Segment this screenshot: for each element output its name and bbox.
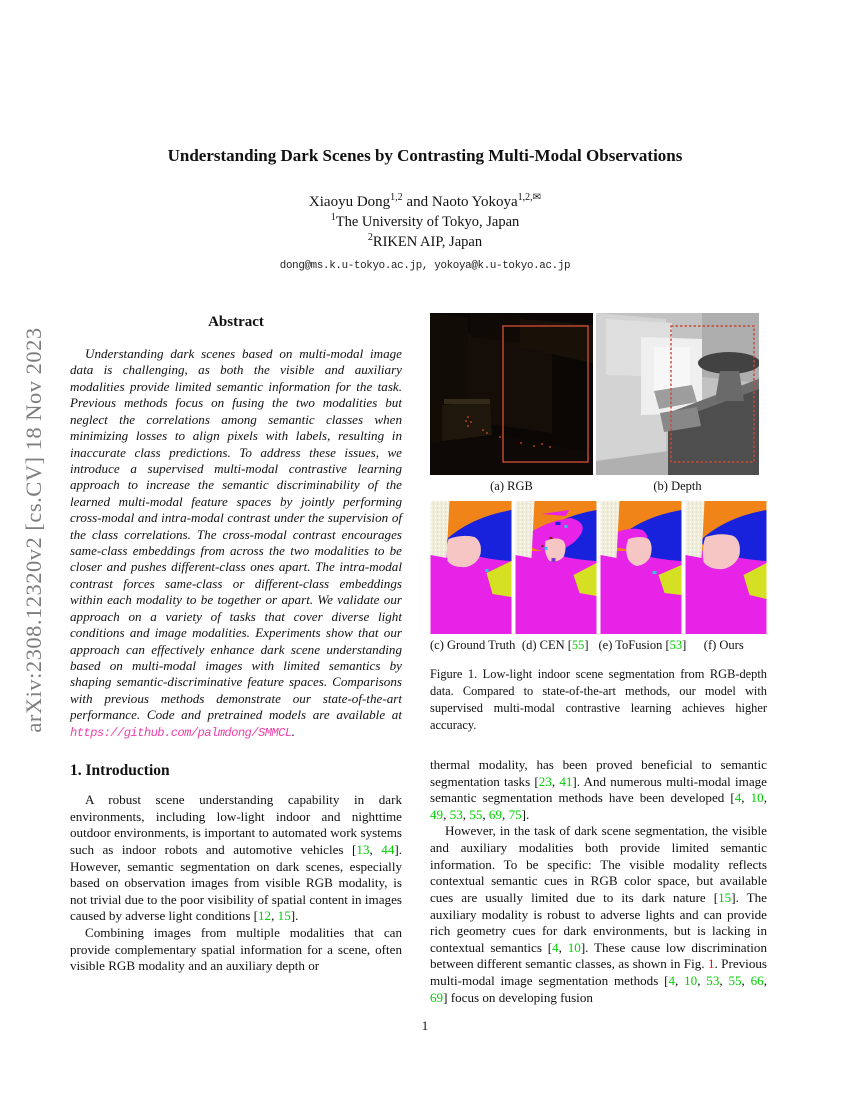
arxiv-banner: arXiv:2308.12320v2 [cs.CV] 18 Nov 2023 [21, 327, 46, 733]
text-segment: However, in the task of dark scene segmentation, the visible and auxiliary modalities both provide limited semantic information. To be specific: The visible modality reflects contextual semantic cues in RGB color space, but available cues are usually limited due to its dark nature [ [430, 823, 767, 905]
citation-link[interactable]: 4 [734, 790, 742, 806]
citation-link[interactable]: 66 [750, 973, 764, 989]
text-segment: ]. The auxiliary modality is robust to adverse lights and can provide rich geometry cues for dark environments, but is lacking in contextual semantics [ [430, 889, 767, 955]
text-segment: A robust scene understanding capability in dark environments, including low-light indoor and nighttime outdoor environments, is important to automated work systems such as indoor robots and automotive vehicles [ [70, 792, 402, 857]
citation-link[interactable]: 12 [258, 908, 272, 924]
emails-line: dong@ms.k.u-tokyo.ac.jp, yokoya@k.u-tokyo.ac.jp [279, 260, 571, 272]
text-segment: Xiaoyu Dong [308, 194, 391, 210]
figure-1-subcaptions-cdef [430, 638, 767, 653]
paper-header [0, 146, 850, 272]
text-segment: , [719, 973, 729, 989]
subcaption-c [430, 638, 516, 653]
text-segment: The University of Tokyo, Japan [335, 214, 520, 230]
citation-link[interactable]: 41 [559, 773, 573, 789]
citation-link[interactable]: 55 [571, 638, 585, 652]
citation-link[interactable]: 23 [538, 773, 552, 789]
text-segment: (e) ToFusion [ [598, 638, 670, 652]
section-heading-introduction: 1. Introduction [70, 762, 170, 780]
text-segment: 2 [367, 232, 373, 244]
right-column [430, 313, 767, 1006]
abstract-heading: Abstract [208, 314, 264, 330]
affiliation-2 [0, 234, 850, 251]
text-segment: (f) Ours [703, 638, 744, 652]
text-segment: thermal modality, has been proved beneficial to semantic segmentation tasks [ [430, 756, 767, 789]
citation-link[interactable]: 15 [718, 889, 732, 905]
right-paragraph-1 [430, 757, 767, 824]
left-column [70, 314, 402, 975]
page-number: 1 [421, 1018, 429, 1033]
text-segment: , [502, 806, 509, 822]
intro-paragraph-2 [70, 925, 402, 975]
text-segment: ]. [521, 806, 530, 822]
citation-link[interactable]: 53 [669, 638, 683, 652]
depth-image [596, 313, 759, 475]
citation-link[interactable]: 69 [430, 989, 444, 1005]
text-segment: 1,2 [390, 192, 403, 203]
segmentation-cen [515, 501, 597, 634]
text-segment: . Previous multi-modal image segmentation methods [ [430, 956, 768, 989]
citation-link[interactable]: 49 [430, 806, 444, 822]
rgb-image [430, 313, 593, 475]
segmentation-ours [685, 501, 767, 634]
citation-link[interactable]: 10 [750, 790, 764, 806]
text-segment: and Naoto Yokoya [402, 194, 518, 210]
text-segment: ]. However, semantic segmentation on dark scenes, especially based on observation images from visible RGB modality, is not trivial due to the poor visibility of spatial content in images caused by adverse light conditions [ [70, 841, 402, 924]
url-link[interactable]: https://github.com/palmdong/SMMCL [70, 725, 292, 740]
text-segment: , [763, 790, 767, 806]
citation-link[interactable]: 10 [567, 939, 581, 955]
subcaption-d [515, 638, 596, 653]
text-segment: ] focus on developing fusion [443, 989, 593, 1005]
subcaption-e [598, 638, 687, 653]
text-segment: , [551, 773, 560, 789]
text-segment: (d) CEN [ [521, 638, 572, 652]
text-segment: 1 [330, 212, 336, 224]
figure-1-subcaptions-ab [430, 479, 767, 494]
right-column-body [430, 757, 767, 1006]
text-segment: ]. And numerous multi-modal image semantic segmentation methods have been developed [ [430, 773, 767, 806]
text-segment: 1,2,✉ [517, 192, 542, 203]
text-segment: (c) Ground Truth [430, 638, 516, 652]
text-segment: , [558, 939, 568, 955]
affiliation-1 [0, 214, 850, 231]
citation-link[interactable]: 69 [488, 806, 503, 822]
text-segment: Understanding dark scenes based on multi-modal image data is challenging, as both the visible and auxiliary modalities provide limited semantic information for the task. Previous methods focus on fusing the two modalities but neglect the correlations among semantic classes when minimizing losses to align pixels with labels, resulting in inaccurate class predictions. To address these issues, we introduce a supervised multi-modal contrastive learning approach to increase the semantic discriminability of the learned multi-modal feature spaces by jointly performing cross-modal and intra-modal contrast under the supervision of the class correlations. The cross-modal contrast encourages same-class embeddings from across the two modalities to be closer and pushes different-class ones apart. The intra-modal contrast forces same-class or different-class embeddings within each modality to be together or apart. We validate our approach on a variety of tasks that cover diverse light conditions and image modalities. Experiments show that our approach can effectively enhance dark scene understanding based on multi-modal images with limited semantics by shaping semantic-discriminative feature spaces. Comparisons with previous methods demonstrate our state-of-the-art performance. Code and pretrained models are available at [70, 346, 402, 723]
figure-ref-link[interactable]: 1 [707, 956, 715, 972]
segmentation-tofusion [600, 501, 682, 634]
citation-link[interactable]: 75 [508, 806, 522, 822]
text-segment: , [462, 806, 470, 822]
citation-link[interactable]: 4 [552, 939, 559, 955]
text-segment: , [675, 973, 685, 989]
intro-paragraph-1 [70, 792, 402, 925]
text-segment: , [763, 973, 767, 989]
text-segment: , [697, 973, 707, 989]
text-segment: , [271, 908, 278, 924]
segmentation-ground-truth [430, 501, 512, 634]
citation-link[interactable]: 55 [469, 806, 483, 822]
text-segment: ]. These cause low discrimination between different semantic classes, as shown in Fig. [430, 939, 767, 972]
page-title: Understanding Dark Scenes by Contrasting Multi-Modal Observations [167, 146, 683, 165]
citation-link[interactable]: 53 [449, 806, 463, 822]
citation-link[interactable]: 15 [277, 908, 291, 924]
text-segment: Combining images from multiple modalities that can provide complementary spatial information for a scene, often visible RGB modality and an auxiliary depth or [70, 925, 402, 974]
subcaption-f [684, 638, 765, 653]
figure-1-row-modalities [430, 313, 767, 475]
abstract-text [70, 346, 402, 741]
subcaption-b: (b) Depth [653, 479, 702, 493]
text-segment: . [291, 723, 295, 739]
figure-1-caption [430, 666, 767, 734]
text-segment: , [369, 841, 382, 857]
text-segment: , [443, 806, 450, 822]
citation-link[interactable]: 53 [706, 973, 720, 989]
citation-link[interactable]: 13 [356, 841, 370, 857]
text-segment: ]. [290, 908, 299, 924]
citation-link[interactable]: 44 [381, 841, 395, 857]
text-segment: ] [682, 638, 687, 652]
citation-link[interactable]: 4 [668, 973, 676, 989]
authors-line [0, 194, 850, 211]
citation-link[interactable]: 55 [728, 973, 742, 989]
text-segment: Figure 1. Low-light indoor scene segmentation from RGB-depth data. Compared to state-of-the-art methods, our model with supervised multi-modal contrastive learning achieves higher accuracy. [430, 667, 767, 732]
citation-link[interactable]: 10 [684, 973, 698, 989]
subcaption-a: (a) RGB [490, 479, 533, 493]
figure-1-row-segmentations [430, 501, 767, 634]
text-segment: , [741, 790, 751, 806]
right-paragraph-2 [430, 823, 767, 1006]
text-segment: , [482, 806, 489, 822]
text-segment: RIKEN AIP, Japan [372, 234, 483, 250]
text-segment: , [741, 973, 751, 989]
text-segment: ] [584, 638, 589, 652]
